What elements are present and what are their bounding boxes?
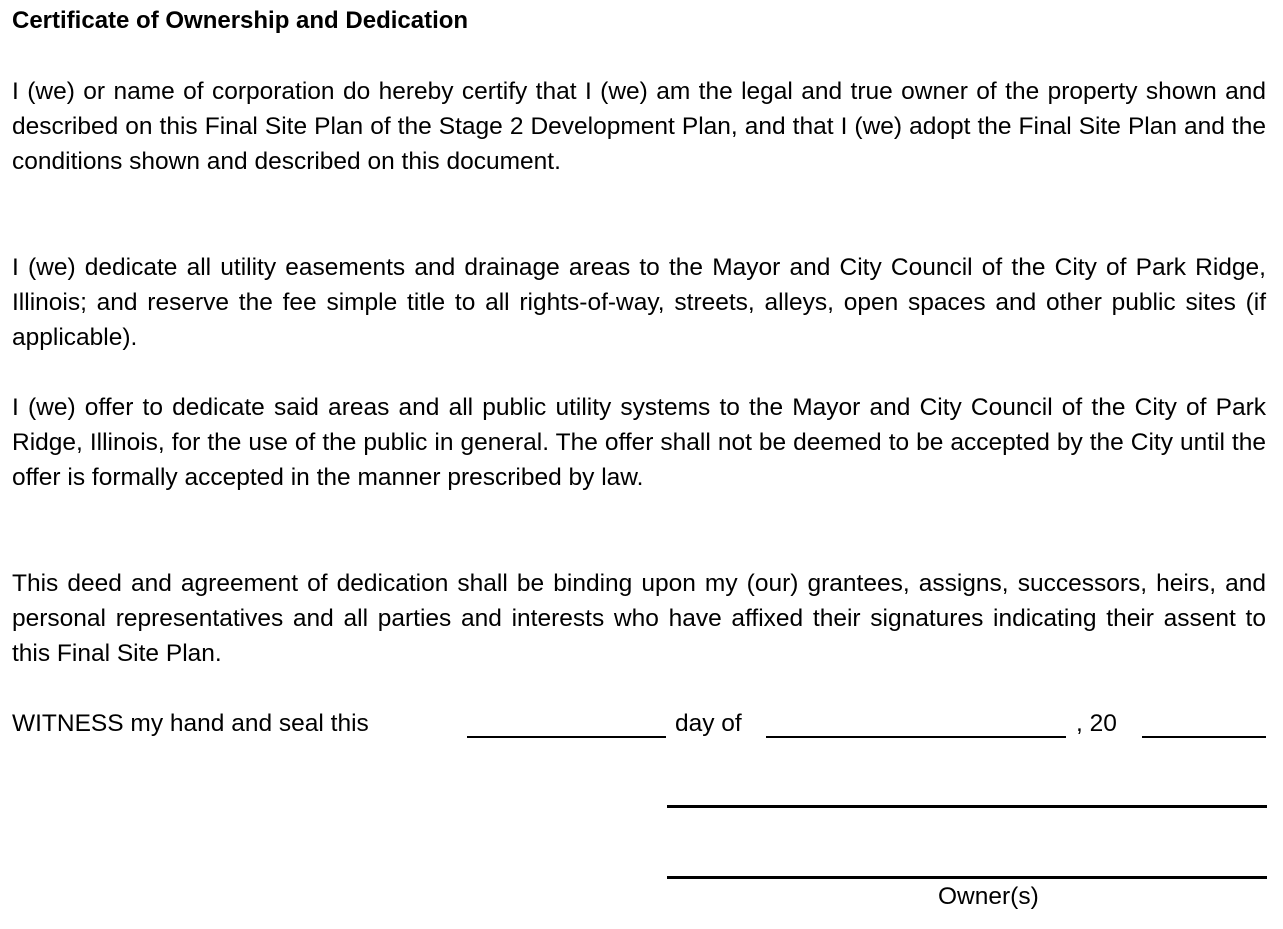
witness-line xyxy=(12,706,1266,742)
certificate-document xyxy=(12,0,1266,929)
paragraph-binding-agreement: This deed and agreement of dedication shall be binding upon my (our) grantees, assigns, successors, heirs, and personal representatives and all parties and interests who have affixed their signatures indicating their assent to this Final Site Plan. xyxy=(12,570,1266,668)
paragraph-ownership-certification: I (we) or name of corporation do hereby certify that I (we) am the legal and true owner of the property shown and described on this Final Site Plan of the Stage 2 Development Plan, and that I (we) adopt the Final Site Plan and the conditions shown and described on this document. xyxy=(12,78,1266,176)
month-blank[interactable] xyxy=(766,736,1066,738)
witness-prefix: WITNESS my hand and seal this xyxy=(12,710,369,737)
signature-line-2[interactable] xyxy=(667,876,1267,879)
witness-year-prefix: , 20 xyxy=(1076,710,1117,737)
paragraph-offer-to-dedicate: I (we) offer to dedicate said areas and all public utility systems to the Mayor and City Council of the City of Park Ridge, Illinois, for the use of the public in general. The offer shall not be deemed to be accepted by the City until the offer is formally accepted in the manner prescribed by law. xyxy=(12,394,1266,492)
signature-label: Owner(s) xyxy=(938,883,1039,910)
document-title: Certificate of Ownership and Dedication xyxy=(12,7,469,34)
signature-line-1[interactable] xyxy=(667,805,1267,808)
paragraph-easement-dedication: I (we) dedicate all utility easements and drainage areas to the Mayor and City Council of the City of Park Ridge, Illinois; and reserve the fee simple title to all rights-of-way, streets, alleys, open spaces and other public sites (if applicable). xyxy=(12,254,1266,352)
day-blank[interactable] xyxy=(467,736,666,738)
witness-day-of: day of xyxy=(675,710,742,737)
year-blank[interactable] xyxy=(1142,736,1266,738)
